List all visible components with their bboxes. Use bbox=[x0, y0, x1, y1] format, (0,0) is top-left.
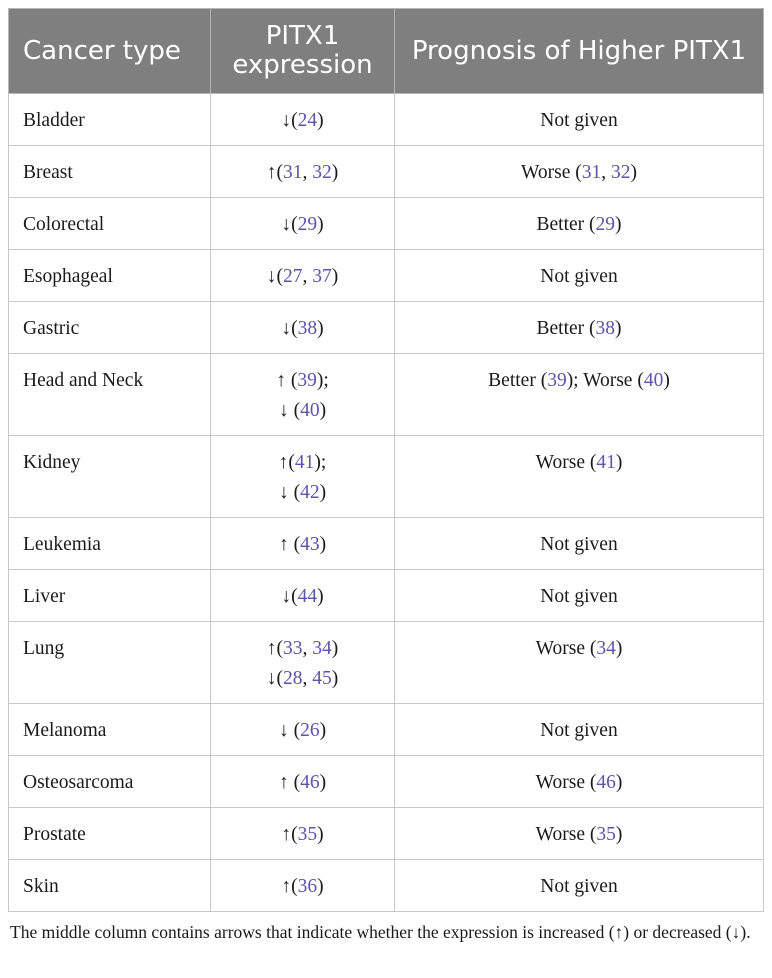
cell-text: ↓( bbox=[266, 266, 283, 287]
cancer-type-cell: Osteosarcoma bbox=[9, 756, 211, 808]
prognosis-cell bbox=[395, 302, 764, 354]
cell-text: Not given bbox=[540, 720, 618, 741]
cell-text: Not given bbox=[540, 110, 618, 131]
prognosis-cell bbox=[395, 860, 764, 912]
cell-line bbox=[225, 262, 380, 292]
cancer-type-cell: Bladder bbox=[9, 94, 211, 146]
cell-text: ↑ ( bbox=[278, 772, 301, 793]
cell-text: ); bbox=[316, 370, 329, 391]
cancer-type-cell: Gastric bbox=[9, 302, 211, 354]
expression-cell bbox=[211, 302, 395, 354]
cell-line bbox=[225, 366, 380, 396]
reference-link[interactable]: 28 bbox=[283, 668, 303, 689]
cell-line bbox=[225, 872, 380, 902]
prognosis-cell bbox=[395, 518, 764, 570]
table-row bbox=[9, 860, 764, 912]
expression-cell bbox=[211, 756, 395, 808]
expression-cell bbox=[211, 146, 395, 198]
table-row bbox=[9, 302, 764, 354]
reference-link[interactable]: 26 bbox=[300, 720, 320, 741]
cell-text: Worse ( bbox=[535, 452, 597, 473]
reference-link[interactable]: 37 bbox=[312, 266, 332, 287]
cell-text: ) bbox=[630, 162, 637, 183]
cell-text: ↓( bbox=[281, 586, 298, 607]
table-row bbox=[9, 704, 764, 756]
cell-line bbox=[409, 872, 749, 902]
cell-text: ) bbox=[615, 824, 623, 845]
cell-line bbox=[225, 158, 380, 188]
cell-text: ) bbox=[319, 772, 327, 793]
expression-cell bbox=[211, 250, 395, 302]
cell-text: ↑ ( bbox=[276, 370, 298, 391]
reference-link[interactable]: 42 bbox=[300, 482, 320, 503]
cell-text: ) bbox=[615, 214, 622, 235]
cell-line bbox=[225, 478, 380, 508]
prognosis-cell bbox=[395, 94, 764, 146]
reference-link[interactable]: 24 bbox=[297, 110, 318, 131]
reference-link[interactable]: 38 bbox=[595, 318, 615, 339]
reference-link[interactable]: 38 bbox=[297, 318, 318, 339]
cell-text: ) bbox=[319, 534, 327, 555]
table-row bbox=[9, 146, 764, 198]
cell-text: ) bbox=[331, 162, 339, 183]
cell-text: ↑( bbox=[266, 638, 283, 659]
reference-link[interactable]: 45 bbox=[312, 668, 332, 689]
cell-line bbox=[409, 582, 749, 612]
cancer-type-cell: Colorectal bbox=[9, 198, 211, 250]
cell-line bbox=[409, 768, 749, 798]
cell-text: , bbox=[601, 162, 611, 183]
cell-text: Better ( bbox=[536, 318, 596, 339]
table-row bbox=[9, 518, 764, 570]
cancer-type-cell: Prostate bbox=[9, 808, 211, 860]
cell-text: ) bbox=[317, 214, 324, 235]
cell-text: , bbox=[302, 668, 313, 689]
cell-line bbox=[409, 262, 749, 292]
reference-link[interactable]: 35 bbox=[596, 824, 616, 845]
cell-line bbox=[225, 106, 380, 136]
cell-text: ); bbox=[314, 452, 327, 473]
table-row bbox=[9, 756, 764, 808]
cell-text: ↑( bbox=[281, 876, 298, 897]
prognosis-cell bbox=[395, 704, 764, 756]
prognosis-cell bbox=[395, 354, 764, 436]
reference-link[interactable]: 46 bbox=[300, 772, 320, 793]
cancer-pitx1-table bbox=[8, 8, 764, 912]
reference-link[interactable]: 34 bbox=[312, 638, 332, 659]
cancer-type-cell: Esophageal bbox=[9, 250, 211, 302]
cancer-type-cell: Leukemia bbox=[9, 518, 211, 570]
reference-link[interactable]: 40 bbox=[643, 370, 664, 391]
cell-line bbox=[409, 820, 749, 850]
cell-text: ↓( bbox=[266, 668, 283, 689]
prognosis-cell bbox=[395, 756, 764, 808]
cell-text: ↓ ( bbox=[278, 400, 301, 421]
cell-text: ) bbox=[615, 452, 623, 473]
cell-text: ) bbox=[615, 772, 623, 793]
table-row bbox=[9, 250, 764, 302]
cell-line bbox=[409, 530, 749, 560]
expression-cell bbox=[211, 622, 395, 704]
cancer-type-cell: Breast bbox=[9, 146, 211, 198]
expression-cell bbox=[211, 704, 395, 756]
expression-cell bbox=[211, 94, 395, 146]
reference-link[interactable]: 31 bbox=[283, 162, 303, 183]
expression-cell bbox=[211, 570, 395, 622]
cell-text: , bbox=[302, 638, 313, 659]
cell-text: ↓( bbox=[281, 318, 298, 339]
cell-text: ) bbox=[615, 638, 623, 659]
prognosis-cell bbox=[395, 198, 764, 250]
cell-line bbox=[225, 716, 380, 746]
table-row bbox=[9, 198, 764, 250]
expression-cell bbox=[211, 198, 395, 250]
cell-text: Worse ( bbox=[535, 638, 597, 659]
cancer-type-cell: Melanoma bbox=[9, 704, 211, 756]
cell-text: ↑( bbox=[281, 824, 298, 845]
cell-line bbox=[225, 768, 380, 798]
cell-text: ) bbox=[319, 482, 327, 503]
table-row bbox=[9, 354, 764, 436]
expression-cell bbox=[211, 808, 395, 860]
cancer-type-cell: Head and Neck bbox=[9, 354, 211, 436]
header-cancer-type: Cancer type bbox=[9, 9, 211, 94]
cell-text: Not given bbox=[540, 876, 618, 897]
reference-link[interactable]: 29 bbox=[297, 214, 318, 235]
cell-text: Better ( bbox=[488, 370, 548, 391]
table-row bbox=[9, 622, 764, 704]
table-header bbox=[9, 9, 764, 94]
cell-text: ↑ ( bbox=[278, 534, 301, 555]
cell-text: ) bbox=[317, 318, 324, 339]
reference-link[interactable]: 32 bbox=[312, 162, 332, 183]
prognosis-cell bbox=[395, 146, 764, 198]
cell-line bbox=[225, 314, 380, 344]
cell-line bbox=[225, 396, 380, 426]
prognosis-cell bbox=[395, 436, 764, 518]
cell-line bbox=[225, 582, 380, 612]
reference-link[interactable]: 33 bbox=[283, 638, 303, 659]
cell-text: ↓( bbox=[281, 214, 298, 235]
cell-line bbox=[225, 664, 380, 694]
cell-text: ↑( bbox=[266, 162, 283, 183]
cell-text: Not given bbox=[540, 586, 618, 607]
cell-text: ) bbox=[317, 586, 324, 607]
cell-text: , bbox=[302, 266, 313, 287]
prognosis-cell bbox=[395, 570, 764, 622]
cell-line bbox=[225, 210, 380, 240]
cell-line bbox=[225, 634, 380, 664]
table-row bbox=[9, 570, 764, 622]
cell-line bbox=[225, 448, 380, 478]
cell-line bbox=[409, 634, 749, 664]
cell-text: ); Worse ( bbox=[566, 370, 644, 391]
reference-link[interactable]: 44 bbox=[297, 586, 318, 607]
cell-text: ↑( bbox=[278, 452, 295, 473]
cell-text: ) bbox=[663, 370, 670, 391]
cell-text: Better ( bbox=[536, 214, 596, 235]
cell-line bbox=[409, 448, 749, 478]
reference-link[interactable]: 43 bbox=[300, 534, 320, 555]
table-row bbox=[9, 436, 764, 518]
expression-cell bbox=[211, 436, 395, 518]
expression-cell bbox=[211, 860, 395, 912]
expression-cell bbox=[211, 518, 395, 570]
cell-text: ) bbox=[319, 720, 327, 741]
header-prognosis: Prognosis of Higher PITX1 bbox=[395, 9, 764, 94]
cell-text: ) bbox=[331, 638, 339, 659]
reference-link[interactable]: 32 bbox=[610, 162, 631, 183]
cell-line bbox=[225, 530, 380, 560]
cell-text: ) bbox=[319, 400, 327, 421]
cell-text: ↓ ( bbox=[278, 482, 301, 503]
prognosis-cell bbox=[395, 622, 764, 704]
reference-link[interactable]: 39 bbox=[547, 370, 567, 391]
cell-line bbox=[409, 366, 749, 396]
reference-link[interactable]: 39 bbox=[297, 370, 317, 391]
cell-text: ) bbox=[615, 318, 622, 339]
prognosis-cell bbox=[395, 250, 764, 302]
cell-text: , bbox=[302, 162, 313, 183]
reference-link[interactable]: 29 bbox=[595, 214, 615, 235]
reference-link[interactable]: 40 bbox=[300, 400, 320, 421]
cell-text: Not given bbox=[540, 534, 618, 555]
cancer-type-cell: Skin bbox=[9, 860, 211, 912]
reference-link[interactable]: 35 bbox=[297, 824, 318, 845]
table-row bbox=[9, 94, 764, 146]
table-row bbox=[9, 808, 764, 860]
cell-line bbox=[409, 716, 749, 746]
reference-link[interactable]: 34 bbox=[596, 638, 616, 659]
reference-link[interactable]: 41 bbox=[596, 452, 616, 473]
prognosis-cell bbox=[395, 808, 764, 860]
cell-text: Not given bbox=[540, 266, 618, 287]
reference-link[interactable]: 41 bbox=[294, 452, 315, 473]
reference-link[interactable]: 27 bbox=[283, 266, 303, 287]
cell-line bbox=[409, 210, 749, 240]
cell-line bbox=[409, 158, 749, 188]
reference-link[interactable]: 31 bbox=[581, 162, 602, 183]
cell-text: ) bbox=[331, 668, 339, 689]
cell-text: ) bbox=[317, 110, 324, 131]
header-row bbox=[9, 9, 764, 94]
cell-text: ↓( bbox=[281, 110, 298, 131]
cell-text: ↓ ( bbox=[278, 720, 301, 741]
cancer-type-cell: Liver bbox=[9, 570, 211, 622]
table-footnote: The middle column contains arrows that indicate whether the expression is increased (↑) or decreased (↓). bbox=[10, 922, 751, 942]
cell-line bbox=[225, 820, 380, 850]
header-pitx1-expression: PITX1 expression bbox=[211, 9, 395, 94]
cell-text: ) bbox=[317, 824, 324, 845]
cell-text: Worse ( bbox=[535, 824, 597, 845]
cell-text: Worse ( bbox=[535, 772, 597, 793]
reference-link[interactable]: 46 bbox=[596, 772, 616, 793]
expression-cell bbox=[211, 354, 395, 436]
cancer-type-cell: Kidney bbox=[9, 436, 211, 518]
cell-line bbox=[409, 106, 749, 136]
cell-text: ) bbox=[331, 266, 339, 287]
cell-line bbox=[409, 314, 749, 344]
cell-text: ) bbox=[317, 876, 324, 897]
cancer-type-cell: Lung bbox=[9, 622, 211, 704]
reference-link[interactable]: 36 bbox=[297, 876, 318, 897]
data-table-container bbox=[8, 8, 763, 912]
table-body bbox=[9, 94, 764, 912]
cell-text: Worse ( bbox=[521, 162, 582, 183]
